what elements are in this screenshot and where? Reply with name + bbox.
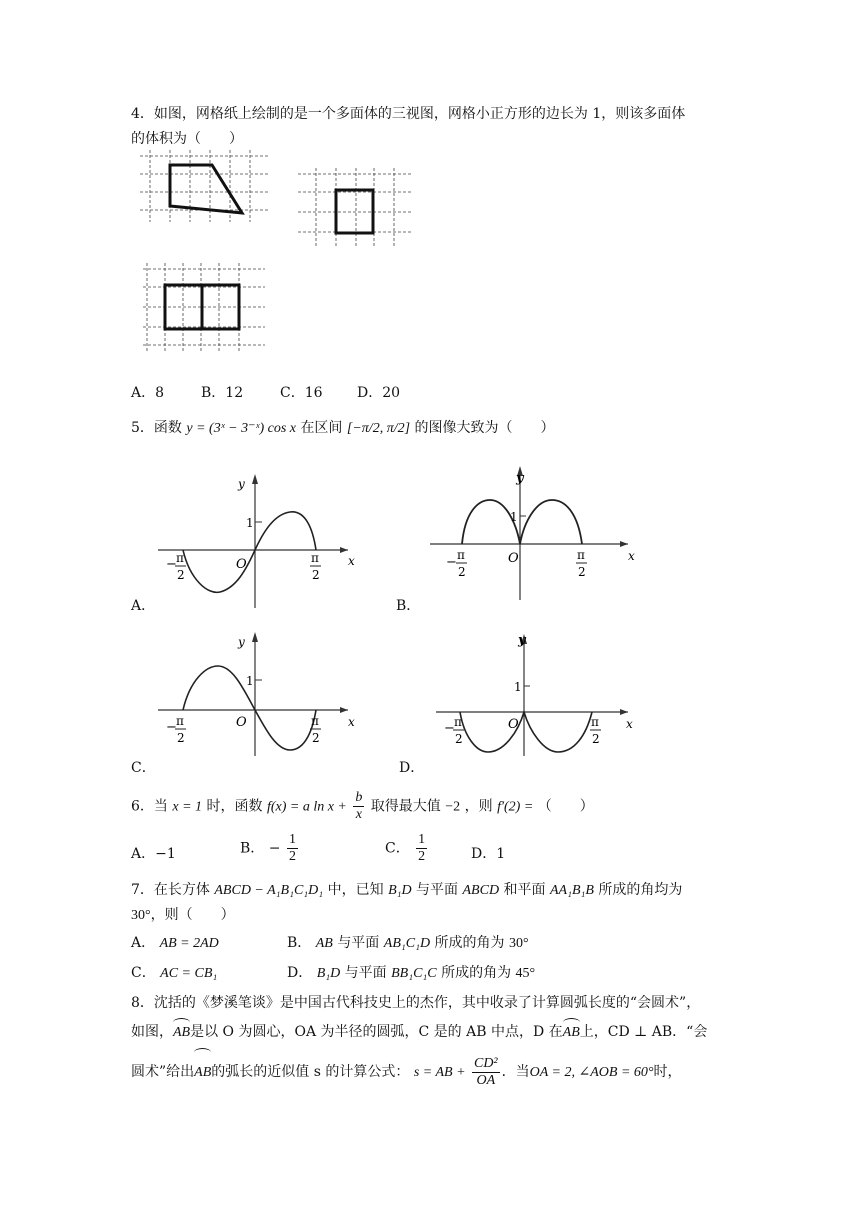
q8-l3b: 的弧长的近似值 s 的计算公式：: [211, 1064, 410, 1080]
q6-mid1: 时，函数: [206, 798, 263, 815]
q5-c-x: x: [348, 715, 355, 729]
q8-l3c: ．当: [501, 1064, 530, 1080]
q6-suffix: （ ）: [537, 798, 594, 815]
q7-option-b-deg: 30°: [508, 936, 529, 951]
q6-option-c-num: 1: [418, 832, 426, 847]
q5-b-two-l: 2: [458, 565, 466, 579]
q8-fraction: [472, 1056, 500, 1089]
q7-aa1b1b: AA₁B₁B: [549, 883, 594, 898]
q7-l1e: 所成的角均为: [598, 882, 683, 898]
q5-d-two-r: 2: [592, 732, 600, 746]
q5-graph-c: [158, 628, 358, 758]
q7-option-b-mid: 与平面: [337, 935, 380, 951]
q5-a-one: 1: [246, 516, 254, 530]
q5-d-minus: −: [444, 721, 455, 736]
q6-option-d: D．1: [471, 846, 506, 862]
q5-graph-a: [158, 470, 358, 610]
q5-d-pi-r: π: [591, 715, 599, 729]
q6-maxval: −2: [445, 799, 461, 815]
q5-a-two-l: 2: [177, 568, 185, 582]
q7-line1: [131, 880, 682, 901]
q7-option-c-text: AC = CB₁: [160, 966, 218, 981]
q8-l2a: 如图，: [131, 1024, 173, 1040]
q8-l2b: 是以 O 为圆心，OA 为半径的圆弧，C 是的 AB 中点，D 在: [190, 1024, 563, 1040]
q5-c-two-r: 2: [312, 731, 320, 745]
q6-fraction: [353, 790, 364, 823]
q4-option-b: B．12: [201, 385, 244, 401]
q7-deg: 30°: [131, 908, 151, 923]
q6-ask: f′(2) =: [497, 799, 534, 815]
q5-label-d: D．: [399, 760, 425, 776]
q5-d-y: y: [518, 633, 526, 648]
q8-line3: [131, 1052, 682, 1093]
q5-b-one: 1: [510, 510, 518, 524]
q5-c-one: 1: [246, 674, 254, 688]
q5-graph-d: [436, 628, 636, 758]
q5-a-y: y: [238, 477, 245, 491]
q6-mid2: 取得最大值: [370, 798, 441, 815]
q8-cond: OA = 2, ∠AOB = 60°: [529, 1065, 654, 1080]
q5-c-two-l: 2: [177, 731, 185, 745]
q5-label-c: C．: [131, 760, 156, 776]
q6-option-a: A．−1: [131, 846, 176, 862]
q5-d-o: O: [508, 717, 519, 732]
q5-d-x: x: [626, 717, 633, 731]
q5-interval: [−π/2, π/2]: [346, 421, 411, 436]
q5-label-a: A．: [131, 598, 156, 614]
q5-c-pi-r: π: [311, 714, 319, 728]
q7-option-d-plane: BB₁C₁C: [391, 966, 437, 981]
q4-side-view: [298, 168, 413, 248]
q5-formula: y = (3ˣ − 3⁻ˣ) cos x: [186, 421, 296, 436]
q7-option-d-mid: 与平面: [344, 965, 387, 981]
q6-option-b-label: B．: [240, 840, 265, 857]
q5-b-pi-l: π: [457, 548, 465, 562]
q4-top-view: [143, 263, 265, 351]
q7-option-a-label: A．: [131, 935, 156, 951]
q7-option-d-b1d: B₁D: [316, 966, 341, 981]
q6-option-c-label: C．: [385, 840, 410, 857]
q5-b-two-r: 2: [578, 565, 586, 579]
q5-a-o: O: [236, 557, 247, 572]
q8-frac-den: OA: [476, 1072, 496, 1088]
q5-b-pi-r: π: [577, 548, 585, 562]
q5-stem: [131, 418, 555, 439]
q6-option-b-frac: [287, 832, 298, 865]
q7-box: ABCD − A₁B₁C₁D₁: [214, 883, 324, 898]
q4-front-view: [140, 150, 270, 222]
q7-l1a: 7．在长方体: [131, 882, 210, 898]
q8-line1: 8．沈括的《梦溪笔谈》是中国古代科技史上的杰作，其中收录了计算圆弧长度的“会圆术”，: [131, 995, 701, 1011]
q5-b-y: y: [516, 471, 524, 486]
q8-frac-num: CD²: [473, 1055, 498, 1071]
q7-option-b-label: B．: [287, 935, 312, 951]
q6-option-b-den: 2: [288, 849, 296, 864]
q7-option-b: [287, 933, 529, 954]
q7-option-b-tail: 所成的角为: [434, 935, 505, 951]
q6-option-c-den: 2: [418, 849, 426, 864]
q5-c-y: y: [238, 635, 245, 649]
q7-option-a: [131, 933, 219, 954]
q6-stem: [131, 790, 594, 824]
q5-a-two-r: 2: [312, 568, 320, 582]
q8-arc-ab-2: AB: [563, 1023, 580, 1043]
q5-b-x: x: [628, 549, 635, 563]
q7-option-d-label: D．: [287, 965, 313, 981]
q7-l1b: 中，已知: [327, 882, 384, 898]
q8-arc-ab-3: AB: [194, 1053, 211, 1093]
q7-l1c: 与平面: [416, 882, 459, 898]
q5-a-minus: −: [166, 557, 177, 572]
q4-option-d: D．20: [357, 385, 401, 401]
q7-l2-rest: ，则（ ）: [150, 907, 235, 923]
q7-option-b-plane: AB₁C₁D: [383, 936, 431, 951]
q6-frac-num: b: [355, 790, 363, 805]
q5-b-o: O: [508, 551, 519, 566]
q5-a-x: x: [348, 554, 355, 568]
q7-option-d-tail: 所成的角为: [441, 965, 512, 981]
q8-formula: s = AB +: [413, 1065, 466, 1080]
q8-arc-ab-1: AB: [173, 1023, 190, 1043]
q5-c-minus: −: [166, 720, 177, 735]
q8-line2: [131, 1022, 707, 1043]
q8-l2c: 上，CD ⊥ AB．“会: [579, 1024, 708, 1040]
q7-l1d: 和平面: [503, 882, 546, 898]
q5-d-two-l: 2: [455, 732, 463, 746]
q6-mid3: ，则: [464, 798, 493, 815]
q6-prefix: 6．当: [131, 798, 168, 815]
q5-a-pi-l: π: [176, 551, 184, 565]
q5-prefix: 5．函数: [131, 420, 182, 436]
q4-stem-line1: 4．如图，网格纸上绘制的是一个多面体的三视图，网格小正方形的边长为 1，则该多面体: [131, 106, 686, 122]
q7-option-c: [131, 963, 217, 984]
q6-func: f(x) = a ln x +: [266, 799, 347, 815]
q6-option-c-frac: [416, 832, 427, 865]
q4-option-a: A．8: [131, 385, 165, 401]
q5-c-pi-l: π: [176, 714, 184, 728]
q7-abcd: ABCD: [462, 883, 500, 898]
q8-l3a: 圆术”给出: [131, 1064, 195, 1080]
q5-label-b: B．: [396, 598, 421, 614]
q6-option-b-num: 1: [288, 832, 296, 847]
q5-mid: 在区间: [300, 420, 343, 436]
q6-option-b: [240, 832, 300, 865]
q7-option-d-deg: 45°: [515, 966, 536, 981]
q7-option-d: [287, 963, 535, 984]
q5-d-one: 1: [514, 680, 522, 694]
q7-option-c-label: C．: [131, 965, 156, 981]
q5-c-o: O: [236, 715, 247, 730]
q8-l3e: 时，: [653, 1064, 682, 1080]
q6-option-c: [385, 832, 429, 865]
q6-cond: x = 1: [172, 799, 203, 815]
q7-b1d: B₁D: [388, 883, 412, 898]
q5-d-pi-l: π: [454, 715, 462, 729]
q7-line2: [131, 905, 235, 926]
q6-frac-den: x: [355, 807, 362, 822]
q4-option-c: C．16: [280, 385, 323, 401]
q5-a-pi-r: π: [311, 551, 319, 565]
q7-option-b-ab: AB: [315, 936, 333, 951]
q5-graph-b: [430, 462, 635, 602]
q4-stem-line2: 的体积为（ ）: [131, 131, 243, 147]
q5-suffix: 的图像大致为（ ）: [414, 420, 555, 436]
q7-option-a-text: AB = 2AD: [159, 936, 219, 951]
q5-b-minus: −: [446, 555, 457, 570]
q6-option-b-sign: −: [268, 840, 281, 857]
